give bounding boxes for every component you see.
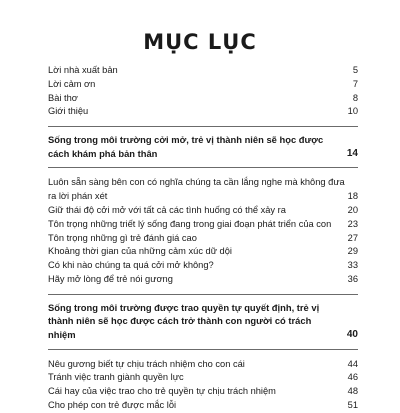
toc-entry[interactable]	[48, 245, 358, 259]
toc-entry-page: 51	[347, 399, 358, 410]
toc-entry-label: Tránh việc tranh giành quyền lực	[48, 372, 184, 383]
toc-entry[interactable]	[48, 176, 358, 190]
toc-entry-label: Tôn trọng những triết lý sống đang trong giai đoạn phát triển của con	[48, 218, 332, 229]
toc-entry-label: Cho phép con trẻ được mắc lỗi	[48, 399, 177, 410]
toc-entry-page: 27	[347, 232, 358, 243]
section-heading[interactable]	[48, 301, 358, 342]
section-divider	[48, 349, 358, 350]
toc-entry[interactable]	[48, 105, 358, 119]
toc-entry-label: Bài thơ	[48, 92, 78, 103]
toc-entry-page: 20	[347, 204, 358, 215]
toc-entry[interactable]	[48, 371, 358, 385]
toc-entry-page: 36	[347, 273, 358, 284]
section-entries	[48, 176, 358, 286]
toc-entry-page: 46	[347, 372, 358, 383]
toc-entry-page: 5	[352, 65, 358, 75]
toc-entry-page: 29	[347, 246, 358, 257]
toc-entry[interactable]	[48, 218, 358, 232]
section-heading-text: Sống trong môi trường được trao quyền tự quyết định, trẻ vị thành niên sẽ học được cách trở thành con người có trách nhiệm	[48, 301, 320, 340]
toc-entry[interactable]	[48, 190, 358, 204]
section-heading[interactable]	[48, 133, 358, 160]
toc-entry-label: Hãy mở lòng để trẻ nói gương	[48, 273, 173, 284]
section-heading-page: 40	[346, 328, 358, 340]
toc-entry-page: 48	[347, 386, 358, 397]
toc-entry-label: Tôn trọng những gì trẻ đánh giá cao	[48, 232, 197, 243]
section-divider	[48, 126, 358, 127]
section-heading-text: Sống trong môi trường cởi mở, trẻ vị thành niên sẽ học được cách khám phá bản thân	[48, 134, 324, 159]
toc-entry[interactable]	[48, 399, 358, 413]
toc-entry[interactable]	[48, 273, 358, 287]
toc-entry-label: Lời nhà xuất bản	[48, 65, 118, 75]
section-divider	[48, 294, 358, 295]
toc-entry[interactable]	[48, 259, 358, 273]
toc-entry-label: Cái hay của việc trao cho trẻ quyền tự chịu trách nhiệm	[48, 386, 276, 397]
section-heading-page: 14	[346, 147, 358, 159]
toc-entry[interactable]	[48, 232, 358, 246]
table-of-contents	[48, 64, 358, 413]
toc-entry-label: Lời cảm ơn	[48, 78, 96, 89]
section-divider	[48, 167, 358, 168]
toc-entry[interactable]	[48, 78, 358, 92]
toc-entry-page: 23	[347, 218, 358, 229]
toc-entry-label: Giới thiệu	[48, 106, 89, 117]
toc-entry[interactable]	[48, 358, 358, 372]
front-matter-list	[48, 64, 358, 119]
toc-entry-page: 18	[347, 191, 358, 202]
toc-entry-page: 33	[347, 260, 358, 271]
toc-entry-page: 44	[347, 358, 358, 369]
toc-entry-label: Có khi nào chúng ta quá cởi mở không?	[48, 260, 214, 271]
page-title: MỤC LỤC	[143, 30, 257, 54]
toc-entry[interactable]	[48, 64, 358, 78]
toc-entry-page: 8	[352, 92, 358, 103]
toc-entry-page: 10	[347, 106, 358, 117]
toc-entry-label: ra lời phán xét	[48, 191, 108, 202]
toc-entry-label: Luôn sẵn sàng bên con có nghĩa chúng ta cần lắng nghe mà không đưa	[48, 177, 345, 188]
toc-entry[interactable]	[48, 204, 358, 218]
toc-entry[interactable]	[48, 385, 358, 399]
toc-entry-page: 7	[352, 78, 358, 89]
toc-entry-label: Nêu gương biết tự chịu trách nhiệm cho con cái	[48, 358, 245, 369]
toc-entry-label: Giữ thái độ cởi mở với tất cả các tình huống có thể xảy ra	[48, 204, 286, 215]
section-entries	[48, 358, 358, 413]
toc-entry-label: Khoảng thời gian của những cảm xúc dữ dội	[48, 246, 232, 257]
toc-entry[interactable]	[48, 92, 358, 106]
